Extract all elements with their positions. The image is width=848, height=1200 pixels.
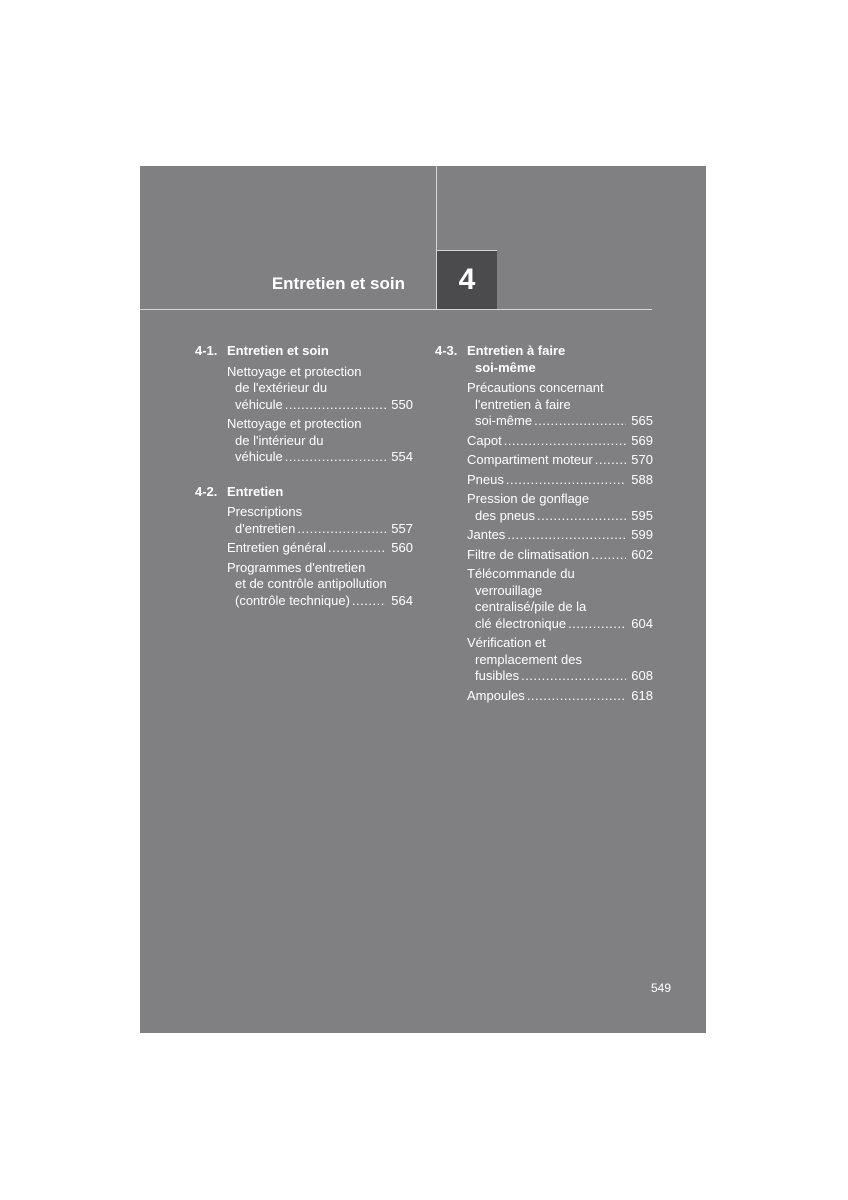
entry-line: de l'intérieur du — [235, 432, 324, 448]
section-heading — [195, 343, 413, 360]
entry-line: l'entretien à faire — [475, 396, 571, 412]
entry-line: Nettoyage et protection — [227, 363, 362, 379]
section-heading — [195, 484, 413, 501]
dot-leader — [504, 433, 626, 450]
toc-section-4-2 — [195, 484, 413, 610]
section-title-line: Entretien à faire — [467, 343, 566, 358]
entry-page: 557 — [391, 520, 413, 536]
toc-entry[interactable] — [467, 452, 653, 469]
dot-leader — [591, 547, 626, 564]
entry-line: Vérification et — [467, 635, 546, 650]
toc-entry[interactable] — [467, 380, 653, 430]
entry-page: 569 — [631, 432, 653, 448]
entry-page: 560 — [391, 540, 413, 555]
section-number: 4-1. — [195, 343, 218, 358]
entry-line: verrouillage — [475, 582, 543, 598]
toc-entry[interactable] — [227, 416, 413, 466]
dot-leader — [527, 688, 626, 705]
entry-line: Précautions concernant — [467, 380, 604, 395]
toc-right-column — [435, 343, 653, 722]
vertical-rule — [436, 166, 437, 250]
toc-entry[interactable] — [467, 527, 653, 544]
entry-page: 550 — [391, 396, 413, 412]
entry-line: (contrôle technique) — [235, 592, 350, 608]
entry-line: Capot — [467, 432, 502, 448]
entry-line: fusibles — [475, 668, 520, 683]
entry-line: remplacement des — [475, 651, 582, 667]
entry-line: Filtre de climatisation — [467, 546, 590, 562]
toc-entry[interactable] — [467, 433, 653, 450]
entry-page: 618 — [631, 687, 653, 703]
dot-leader — [506, 472, 626, 489]
entry-line: Ampoules — [467, 687, 525, 703]
toc-entry[interactable] — [467, 688, 653, 705]
entry-line: et de contrôle antipollution — [235, 576, 387, 591]
toc-entry[interactable] — [227, 540, 413, 557]
chapter-number-box — [436, 250, 497, 309]
toc-entry[interactable] — [227, 560, 413, 610]
dot-leader — [568, 616, 626, 633]
entry-line: Prescriptions — [227, 504, 303, 519]
entry-line: des pneus — [475, 507, 535, 523]
entry-line: Entretien général — [227, 540, 327, 555]
toc-entry[interactable] — [467, 635, 653, 685]
entry-line: Programmes d'entretien — [227, 559, 366, 575]
section-title: Entretien et soin — [227, 343, 329, 358]
entry-line: véhicule — [235, 449, 283, 464]
dot-leader — [534, 413, 626, 430]
dot-leader — [595, 452, 626, 469]
entry-page: 570 — [631, 452, 653, 467]
toc-entry[interactable] — [467, 491, 653, 524]
entry-line: Pression de gonflage — [467, 491, 590, 506]
dot-leader — [352, 593, 386, 610]
toc-entry[interactable] — [467, 566, 653, 632]
page-number: 549 — [650, 981, 671, 995]
section-number: 4-2. — [195, 483, 218, 499]
entry-page: 608 — [631, 668, 653, 683]
section-title — [467, 343, 653, 376]
dot-leader — [297, 521, 386, 538]
dot-leader — [328, 540, 386, 557]
entry-page: 564 — [391, 592, 413, 608]
toc-entry[interactable] — [467, 472, 653, 489]
entry-line: Télécommande du — [467, 566, 575, 581]
toc-entry[interactable] — [227, 504, 413, 537]
toc-entry[interactable] — [227, 364, 413, 414]
entry-page: 554 — [391, 449, 413, 464]
entry-page: 595 — [631, 507, 653, 523]
section-heading — [435, 343, 653, 376]
chapter-title: Entretien et soin — [271, 274, 405, 293]
entry-line: Pneus — [467, 471, 504, 487]
dot-leader — [537, 508, 626, 525]
entry-line: de l'extérieur du — [235, 380, 328, 395]
section-title-line: soi-même — [475, 359, 536, 375]
entry-page: 599 — [631, 527, 653, 542]
entry-line: Compartiment moteur — [467, 452, 593, 467]
chapter-number: 4 — [458, 263, 476, 296]
toc-entry[interactable] — [467, 547, 653, 564]
entry-line: clé électronique — [475, 615, 567, 631]
entry-line: Jantes — [467, 527, 506, 542]
dot-leader — [285, 397, 386, 414]
horizontal-rule — [140, 309, 652, 310]
toc-left-column — [195, 343, 413, 627]
dot-leader — [507, 527, 626, 544]
entry-page: 588 — [631, 471, 653, 487]
entry-line: soi-même — [475, 413, 533, 428]
entry-page: 565 — [631, 413, 653, 428]
entry-line: véhicule — [235, 396, 283, 412]
entry-page: 602 — [631, 546, 653, 562]
chapter-panel — [140, 166, 706, 1033]
entry-line: centralisé/pile de la — [475, 599, 587, 614]
toc-section-4-3 — [435, 343, 653, 704]
section-title: Entretien — [227, 483, 284, 499]
dot-leader — [285, 449, 386, 466]
entry-page: 604 — [631, 615, 653, 631]
entry-line: Nettoyage et protection — [227, 416, 362, 431]
section-number: 4-3. — [435, 343, 458, 358]
toc-section-4-1 — [195, 343, 413, 466]
entry-line: d'entretien — [235, 520, 296, 536]
dot-leader — [521, 668, 626, 685]
